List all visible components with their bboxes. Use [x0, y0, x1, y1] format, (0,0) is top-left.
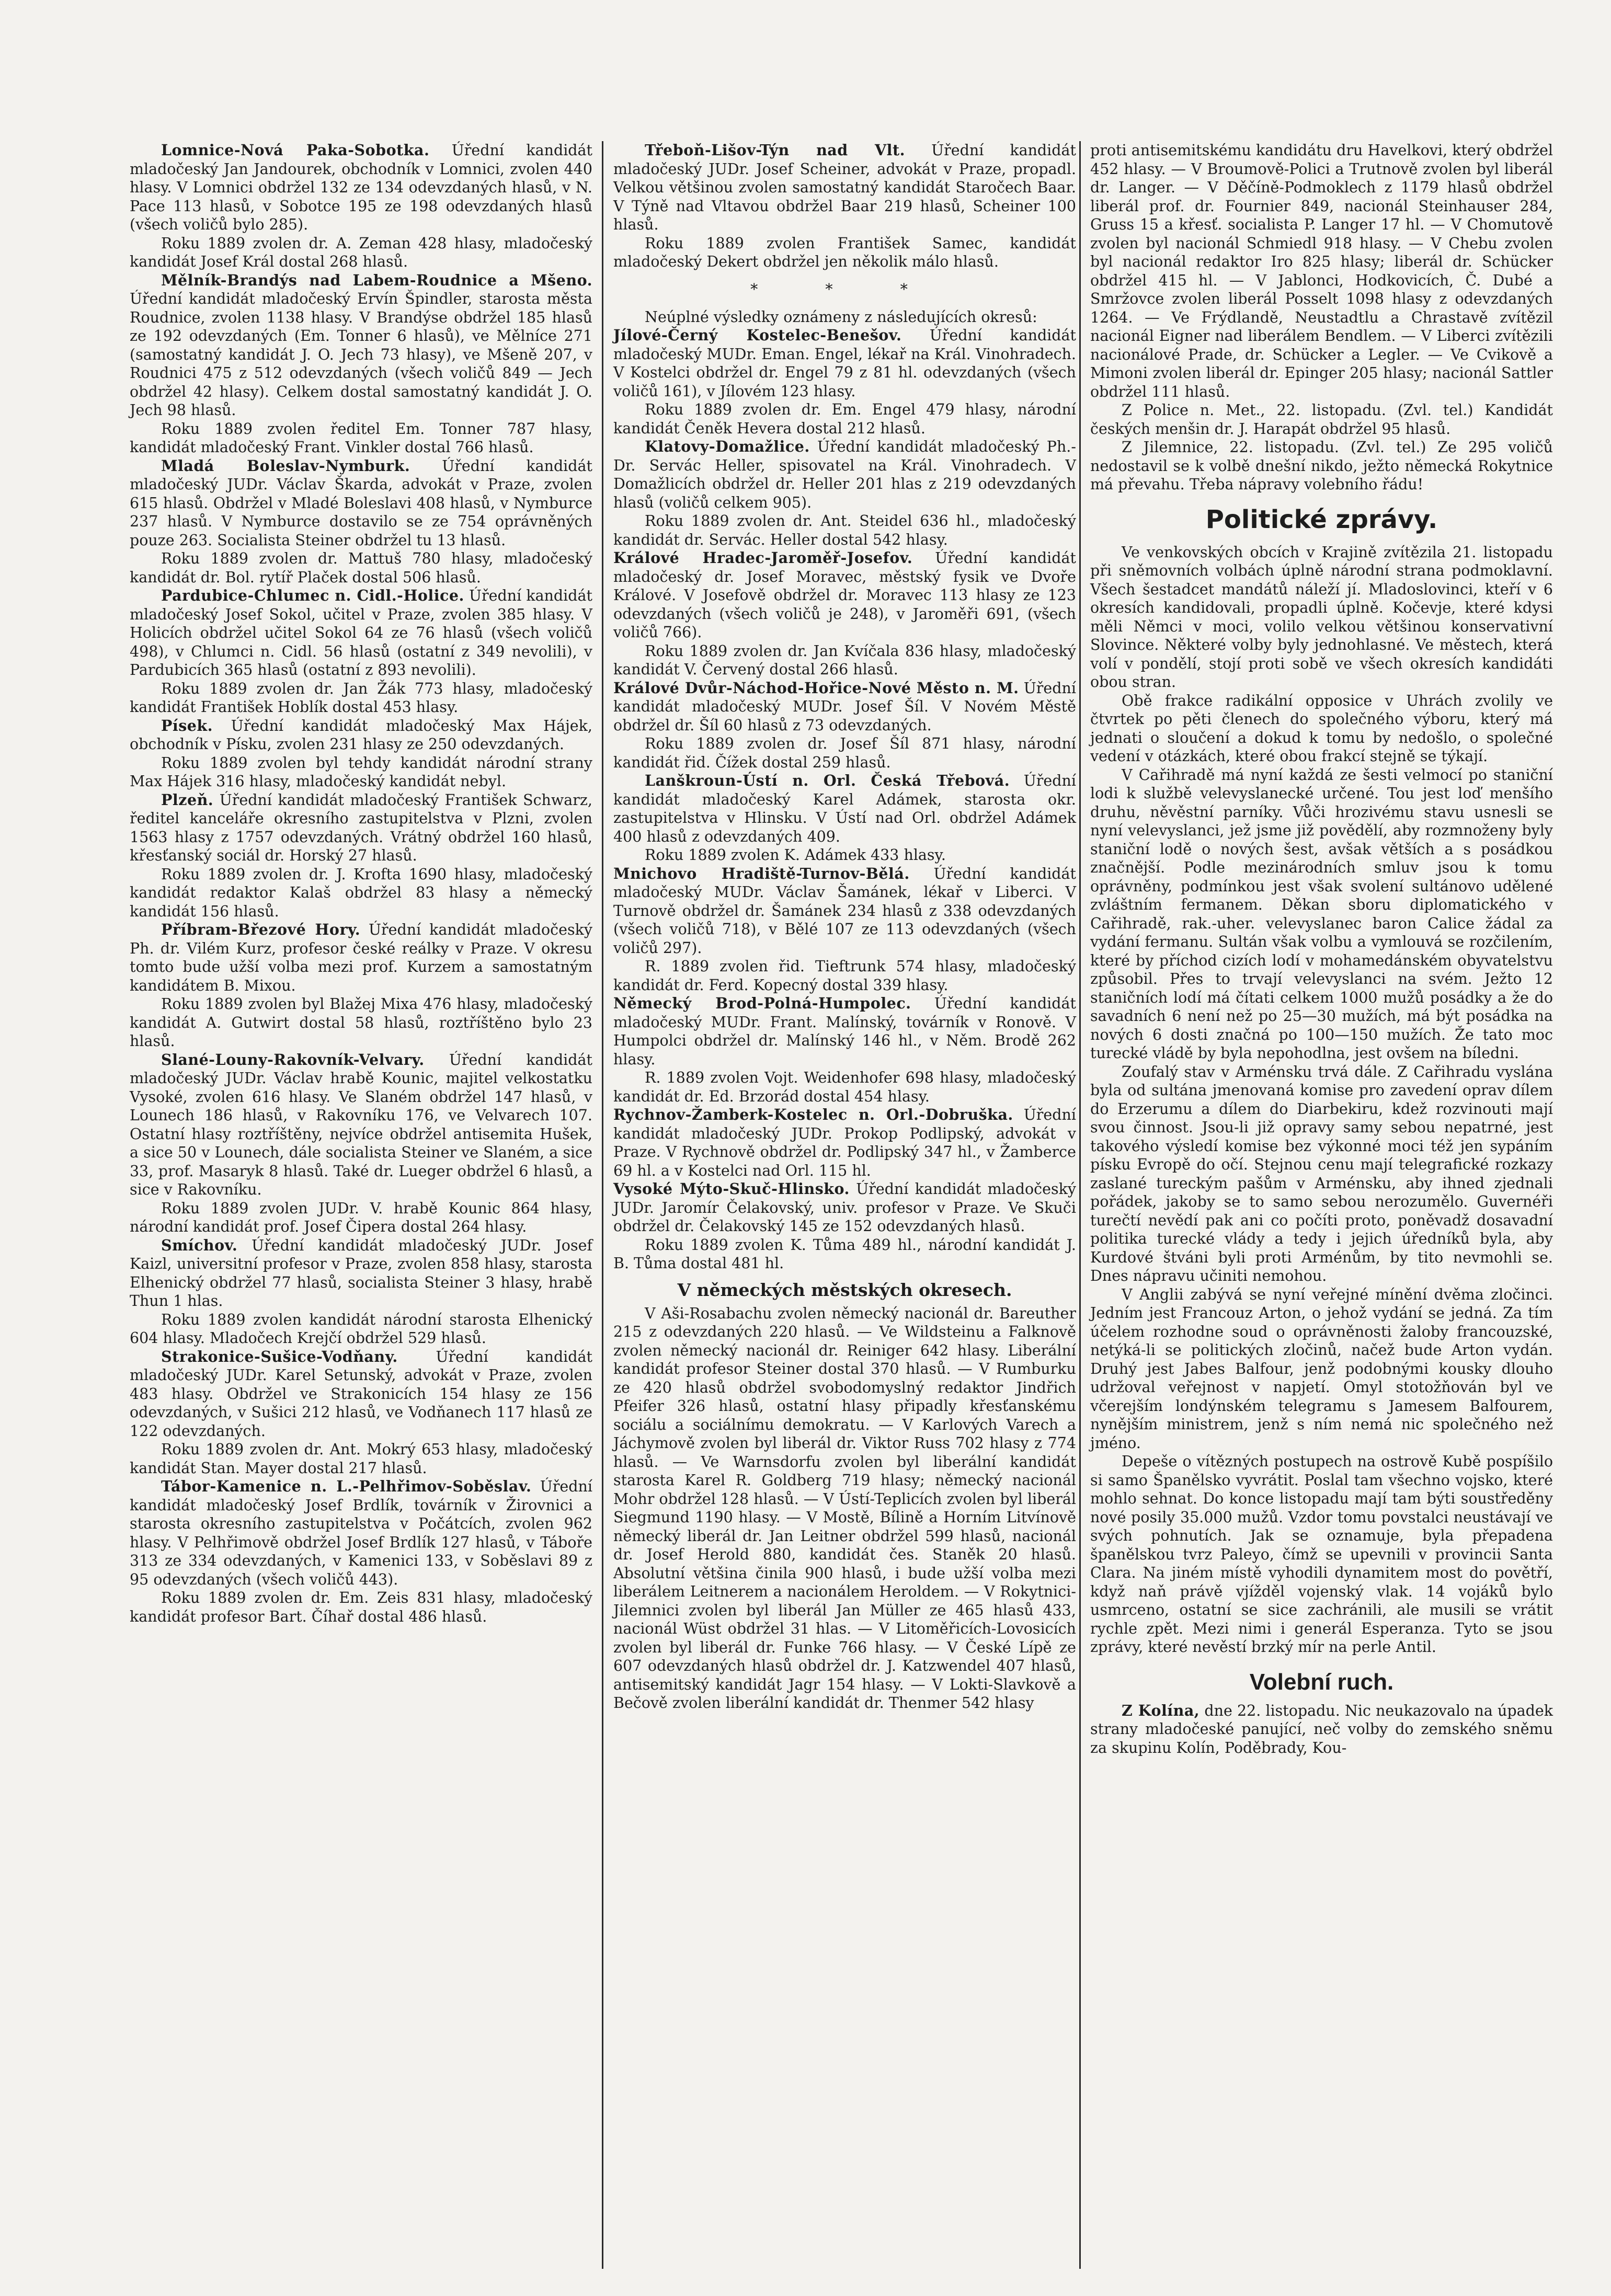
article-paragraph — [130, 234, 592, 271]
article-paragraph — [130, 865, 592, 921]
paragraph-text: Z Police n. Met., 22. listopadu. (Zvl. tel.) Kandidát českých menšin dr. J. Harapát obdržel 95 hlasů. — [1090, 401, 1553, 438]
district-heading: Lanškroun-Ústí n. Orl. Česká Třebová. — [645, 772, 1010, 789]
paragraph-text: Úřední kandidát mladočeský MUDr. Eman. Engel, lékař na Král. Vinohradech. V Kostelci obdržel dr. Engel 79 z 81 hl. odevzdaných (všech voličů 161), v Jílovém 123 hlasy. — [613, 327, 1076, 400]
paragraph-text: Úřední kandidát mladočeský Josef Sokol, učitel v Praze, zvolen 385 hlasy. V Holicích obdržel učitel Sokol 64 ze 76 hlasů (všech voličů 498), v Chlumci n. Cidl. 56 hlasů (ostatní z 349 nevolili), v Pardubicích 365 hlasů (ostatní z 893 nevolili). — [130, 587, 592, 679]
article-paragraph — [613, 549, 1076, 642]
paragraph-text: Roku 1889 zvolen JUDr. V. hrabě Kounic 864 hlasy, národní kandidát prof. Josef Čipera dostal 264 hlasy. — [130, 1199, 592, 1235]
district-heading: Mnichovo Hradiště-Turnov-Bělá. — [613, 864, 910, 882]
district-heading: Jílové-Černý Kostelec-Benešov. — [613, 326, 902, 344]
paragraph-text: Roku 1889 zvolen K. Adámek 433 hlasy. — [645, 846, 946, 864]
district-heading: Mladá Boleslav-Nymburk. — [161, 456, 410, 475]
paragraph-text: Zoufalý stav v Arménsku trvá dále. Z Cařihradu vyslána byla od sultána jmenovaná komise pro zavedení oprav dílem do Erzerumu a dílem do Diarbekiru, kdež rozvinouti mají svou činnost. Jsou-li již opravy samy sebou nepatrné, jest takového výsledí komise bez výkonné moci též jen sypáním písku Evropě do očí. Stejnou cenu mají telegrafické rozkazy zaslané tureckým pašům v Arménsku, aby ihned zjednali pořádek, jakoby se to samo sebou nerozumělo. Guvernéři turečtí nevědí pak ani co počíti proto, poněvadž dosavadní politika turecké vlády a tedy i jejich úředníků byla, aby Kurdové štváni byli proti Arménům, by tito nevmohli se. Dnes nápravu učiniti nemohou. — [1090, 1063, 1553, 1284]
paragraph-text: Úřední kandidát mladočeský JUDr. Karel Setunský, advokát v Praze, zvolen 483 hlasy. Obdržel ve Strakonicích 154 hlasy ze 156 odevzdaných, v Sušici 212 hlasů, ve Vodňanech 117 hlasů ze 122 odevzdaných. — [130, 1348, 592, 1440]
district-heading: Písek. — [161, 716, 213, 734]
article-paragraph — [1090, 1063, 1553, 1285]
district-heading: Rychnov-Žamberk-Kostelec n. Orl.-Dobruška. — [613, 1106, 1013, 1123]
article-paragraph — [130, 680, 592, 717]
paragraph-text: Úřední kandidát mladočeský MUDr. Václav Šamánek, lékař v Liberci. V Turnově obdržel dr. Šamánek 234 hlasů z 338 odevzdaných (všech voličů 718), v Bělé 107 ze 113 odevzdaných (všech voličů 297). — [613, 865, 1076, 957]
article-paragraph — [130, 420, 592, 457]
article-paragraph — [613, 326, 1076, 400]
paragraph-text: Úřední kandidát mladočeský JUDr. Josef Scheiner, advokát v Praze, propadl. Velkou většinou zvolen samostatný kandidát Staročech Baar. V Týně nad Vltavou obdržel Baar 219 hlasů, Scheiner 100 hlasů. — [613, 142, 1076, 233]
subsection-heading: V německých městských okresech. — [677, 1279, 1012, 1300]
paragraph-text: Roku 1889 zvolen František Samec, kandidát mladočeský Dekert obdržel jen několik málo hlasů. — [613, 234, 1076, 270]
article-paragraph — [613, 308, 1076, 327]
article-paragraph — [130, 549, 592, 587]
article-paragraph — [130, 1589, 592, 1626]
paragraph-text: Neúplné výsledky oznámeny z následujících okresů: — [645, 308, 1037, 326]
article-paragraph — [130, 1477, 592, 1589]
article-paragraph — [130, 717, 592, 754]
article-paragraph — [613, 994, 1076, 1069]
district-heading: Z Kolína, — [1122, 1701, 1200, 1719]
paragraph-text: proti antisemitskému kandidátu dru Havelkovi, který obdržel 452 hlasy. — V Broumově-Polici a Trutnově zvolen byl liberál dr. Langer. — V Děčíně-Podmoklech z 1179 hlasů obdržel liberál prof. dr. Fournier 849, nacionál Steinhauser 284, Gruss 15 a křesť. socialista P. Langer 17 hl. — V Chomutově zvolen byl nacionál Schmiedl 918 hlasy. — V Chebu zvolen byl nacionál redaktor Iro 825 hlasy; liberál dr. Schücker obdržel 415 hl. — V Jablonci, Hodkovicích, Č. Dubé a Smržovce zvolen liberál Posselt 1098 hlasy z odevzdaných 1264. — Ve Frýdlandě, Neustadtlu a Chrastavě zvítězil nacionál Eigner nad liberálem Bendlem. — V Liberci zvítězili nacionálové Prade, dr. Schücker a Legler. — Ve Cvikově a Mimoni zvolen liberál dr. Epinger 205 hlasy; nacionál Sattler obdržel 111 hlasů. — [1090, 142, 1553, 400]
district-heading: Králové Hradec-Jaroměř-Josefov. — [613, 549, 913, 567]
article-paragraph — [130, 141, 592, 234]
paragraph-text: Roku 1889 zvolen dr. Jan Žák 773 hlasy, mladočeský kandidát František Hoblík dostal 453 hlasy. — [130, 680, 592, 716]
article-paragraph — [613, 1180, 1076, 1236]
article-paragraph — [613, 1106, 1076, 1180]
paragraph-text: Roku 1889 zvolen byl tehdy kandidát národní strany Max Hájek 316 hlasy, mladočeský kandidát nebyl. — [130, 754, 592, 790]
column-right — [1090, 141, 1553, 1757]
article-paragraph — [130, 995, 592, 1051]
paragraph-text: Depeše o vítězných postupech na ostrově Kubě pospíšilo si samo Španělsko vyvrátit. Poslal tam všechno vojsko, které mohlo sehnat. Do konce listopadu mají tam býti soustředěny nové posily 35.000 mužů. Vzdor tomu povstalci neustávají ve svých pohnutích. Jak se oznamuje, byla přepadena španělskou tvrz Paleyo, čímž se upevnili v provincii Santa Clara. Na jiném místě vyhodili dynamitem most do povětří, když naň právě vjížděl vojenský vlak. 14 vojáků bylo usmrceno, ostatní se sice zachránili, ale musili se vrátit rychle zpět. Mezi nimi i generál Esperanza. Tyto se jsou zprávy, které nevěstí brzký mír na perle Antil. — [1090, 1453, 1553, 1656]
paragraph-text: V Aši-Rosabachu zvolen německý nacionál dr. Bareuther 215 z odevzdaných 220 hlasů. — Ve Wildsteinu a Falknově zvolen německý nacionál dr. Reiniger 642 hlasy. Liberální kandidát profesor Steiner dostal 370 hlasů. — V Rumburku ze 420 hlasů obdržel svobodomyslný redaktor Jindřich Pfeifer 326 hlasů, ostatní hlasy připadly křesťanskému sociálu a sociálnímu demokratu. — V Karlových Varech a Jáchymově zvolen byl liberál dr. Viktor Russ 702 hlasy z 774 hlasů. — Ve Warnsdorfu zvolen byl liberální kandidát starosta Karel R. Goldberg 719 hlasy; německý nacionál Mohr obdržel 128 hlasů. — V Ústí-Teplicích zvolen byl liberál Siegmund 1190 hlasy. — V Mostě, Bílině a Horním Litvínově německý liberál dr. Jan Leitner obdržel 599 hlasů, nacionál dr. Josef Herold 880, kandidát čes. Staněk 20 hlasů. Absolutní většina činila 900 hlasů, i bude užší volba mezi liberálem Leitnerem a nacionálem Heroldem. — V Rokytnici-Jilemnici zvolen byl liberál Jan Müller ze 465 hlasů 433, nacionál Wüst obdržel 31 hlas. — V Litoměřicích-Lovosicích zvolen byl liberál dr. Funke 766 hlasy. — V České Lípě ze 607 odevzdaných hlasů obdržel dr. J. Katzwendel 407 hlasů, antisemitský kandidát Jagr 154 hlasy. — V Lokti-Slavkově a Bečově zvolen liberální kandidát dr. Thenmer 542 hlasy — [613, 1304, 1076, 1712]
paragraph-text: Úřední kandidát mladočeský JUDr. Václav Škarda, advokát v Praze, zvolen 615 hlasů. Obdržel v Mladé Boleslavi 408 hlasů, v Nymburce 237 hlasů. V Nymburce dostavilo se ze 754 oprávněných pouze 263. Socialista Steiner obdržel tu 13 hlasů. — [130, 457, 592, 549]
article-paragraph — [613, 1304, 1076, 1713]
section-heading: Politické zprávy. — [1205, 504, 1438, 534]
paragraph-text: Úřední kandidát mladočeský MUDr. Josef Šíl. V Novém Městě obdržel dr. Šíl 60 hlasů z 73 odevzdaných. — [613, 679, 1076, 734]
paragraph-text: Úřední kandidát mladočeský Karel Adámek, starosta okr. zastupitelstva v Hlinsku. V Ústí nad Orl. obdržel Adámek 400 hlasů z odevzdaných 409. — [613, 772, 1076, 845]
article-paragraph — [613, 772, 1076, 846]
article-paragraph — [130, 1440, 592, 1477]
article-paragraph — [1090, 766, 1553, 1063]
article-paragraph — [613, 846, 1076, 865]
article-paragraph — [613, 1069, 1076, 1106]
column-left — [130, 141, 592, 1626]
article-paragraph — [613, 642, 1076, 679]
paragraph-text: Úřední kandidát mladočeský Max Hájek, obchodník v Písku, zvolen 231 hlasy ze 250 odevzdaných. — [130, 717, 592, 753]
district-heading: Slané-Louny-Rakovník-Velvary. — [161, 1050, 425, 1069]
article-paragraph — [613, 234, 1076, 271]
paragraph-text: R. 1889 zvolen Vojt. Weidenhofer 698 hlasy, mladočeský kandidát dr. Ed. Brzorád dostal 454 hlasy. — [613, 1069, 1076, 1105]
article-paragraph — [1090, 401, 1553, 438]
article-paragraph — [130, 1236, 592, 1311]
district-heading: Lomnice-Nová Paka-Sobotka. — [161, 141, 430, 159]
article-paragraph — [613, 141, 1076, 234]
district-heading: Třeboň-Lišov-Týn nad Vlt. — [645, 141, 906, 159]
district-heading: Klatovy-Domažlice. — [645, 438, 810, 455]
article-paragraph — [613, 679, 1076, 735]
district-heading: Tábor-Kamenice n. L.-Pelhřimov-Soběslav. — [161, 1477, 532, 1495]
paragraph-text: Úřední kandidát mladočeský JUDr. Prokop Podlipský, advokát v Praze. V Rychnově obdržel dr. Podlipský 347 hl., v Žamberce 69 hl. a v Kostelci nad Orl. 115 hl. — [613, 1106, 1076, 1179]
paragraph-text: Úřední kandidát mladočeský JUDr. Josef Kaizl, universitní profesor v Praze, zvolen 858 hlasy, starosta Elhenický obdržel 77 hlasů, socialista Steiner 3 hlasy, hrabě Thun 1 hlas. — [130, 1236, 592, 1310]
article-paragraph — [1090, 1702, 1553, 1758]
article-paragraph — [613, 865, 1076, 958]
paragraph-text: Z Jilemnice, 22. listopadu. (Zvl. tel.) Ze 295 voličů nedostavil se k volbě dnešní nikdo, ježto německá Rokytnice má převahu. Třeba nápravy volebního řádu! — [1090, 439, 1553, 493]
section-heading: Volební ruch. — [1249, 1669, 1394, 1695]
article-paragraph — [130, 1199, 592, 1236]
column-middle — [613, 141, 1076, 1713]
paragraph-text: Roku 1889 zvolen byl Blažej Mixa 476 hlasy, mladočeský kandidát A. Gutwirt dostal 58 hlasů, roztříštěno bylo 23 hlasů. — [130, 995, 592, 1050]
paragraph-text: Úřední kandidát mladočeský MUDr. Frant. Malínský, továrník v Ronově. V Humpolci obdržel dr. Malínský 146 hl., v Něm. Brodě 262 hlasy. — [613, 995, 1076, 1068]
paragraph-text: Roku 1889 zvolen dr. Ant. Steidel 636 hl., mladočeský kandidát dr. Servác. Heller dostal 542 hlasy. — [613, 512, 1076, 548]
article-paragraph — [130, 791, 592, 865]
article-paragraph — [1090, 543, 1553, 692]
column-rule — [1079, 141, 1081, 2269]
article-paragraph — [1090, 438, 1553, 494]
paragraph-text: Roku 1889 zvolen dr. Em. Engel 479 hlasy, národní kandidát Čeněk Hevera dostal 212 hlasů. — [613, 401, 1076, 437]
district-heading: Vysoké Mýto-Skuč-Hlinsko. — [613, 1180, 850, 1198]
article-paragraph — [613, 400, 1076, 438]
paragraph-text: Úřední kandidát mladočeský Jan Jandourek, obchodník v Lomnici, zvolen 440 hlasy. V Lomnici obdržel 132 ze 134 odevzdaných hlasů, v N. Pace 113 hlasů, v Sobotce 195 ze 198 odevzdaných hlasů (všech voličů bylo 285). — [130, 142, 593, 233]
paragraph-text: Roku 1889 zvolen ředitel Em. Tonner 787 hlasy, kandidát mladočeský Frant. Vinkler dostal 766 hlasů. — [130, 420, 592, 456]
article-paragraph — [1090, 1452, 1553, 1657]
district-heading: Pardubice-Chlumec n. Cidl.-Holice. — [161, 587, 464, 604]
article-paragraph — [1090, 692, 1553, 766]
paragraph-text: Roku 1889 zvolen dr. J. Krofta 1690 hlasy, mladočeský kandidát redaktor Kalaš obdržel 83 hlasy a německý kandidát 156 hlasů. — [130, 865, 592, 920]
paragraph-text: Ve venkovských obcích v Krajině zvítězila 21. listopadu při sněmovních volbách úplně národní strana podmoklavní. Všech šestadcet mandátů náleží jí. Mladoslovinci, kteří v 6 okresích kandidovali, propadli úplně. Kočevje, které kdysi měli Němci v moci, volilo velkou většinou konservativní Slovince. Některé volby byly jednohlasné. Ve městech, která volí v pondělí, stojí proti sobě ve všech okresích kandidáti obou stran. — [1090, 543, 1553, 691]
article-paragraph — [613, 438, 1076, 512]
article-paragraph — [130, 271, 592, 420]
paragraph-text: Roku 1889 zvolen dr. Josef Šíl 871 hlasy, národní kandidát řid. Čížek dostal 259 hlasů. — [613, 735, 1076, 771]
article-paragraph — [1090, 1285, 1553, 1453]
article-paragraph — [130, 1051, 592, 1199]
district-heading: Smíchov. — [161, 1236, 238, 1254]
article-paragraph — [130, 754, 592, 791]
article-paragraph — [130, 1348, 592, 1441]
article-paragraph — [613, 1236, 1076, 1273]
district-heading: Příbram-Březové Hory. — [161, 921, 361, 938]
article-paragraph — [130, 1311, 592, 1348]
paragraph-text: Roku 1889 zvolen kandidát národní starosta Elhenický 604 hlasy. Mladočech Krejčí obdržel 529 hlasů. — [130, 1311, 592, 1347]
paragraph-text: Úřední kandidát mladočeský Ervín Špindler, starosta města Roudnice, zvolen 1138 hlasy. V Brandýse obdržel 185 hlasů ze 192 odevzdaných (Em. Tonner 6 hlasů), ve Mělníce 271 (samostatný kandidát J. O. Jech 73 hlasy), ve Mšeně 207, v Roudnici 475 z 512 odevzdaných (všech voličů 849 — Jech obdržel 42 hlasy). Celkem dostal samostatný kandidát J. O. Jech 98 hlasů. — [130, 290, 592, 419]
article-paragraph — [613, 512, 1076, 549]
paragraph-text: Úřední kandidát mladočeský Ph. dr. Vilém Kurz, profesor české reálky v Praze. V okresu tomto bude užší volba mezi prof. Kurzem a samostatným kandidátem B. Mixou. — [130, 921, 592, 994]
article-paragraph — [613, 957, 1076, 994]
article-paragraph — [130, 457, 592, 550]
district-heading: Strakonice-Sušice-Vodňany. — [161, 1347, 398, 1365]
paragraph-text: Úřední kandidát mladočeský dr. Josef Moravec, městský fysik ve Dvoře Králové. V Josefově obdržel dr. Moravec 113 hlasy ze 123 odevzdaných (všech voličů je 248), v Jaroměři 691, (všech voličů 766). — [613, 549, 1076, 641]
article-paragraph — [130, 587, 592, 680]
paragraph-text: Roku 1889 zvolen dr. A. Zeman 428 hlasy, mladočeský kandidát Josef Král dostal 268 hlasů. — [130, 234, 592, 270]
paragraph-text: V Cařihradě má nyní každá ze šesti velmocí po staniční lodi k službě velevyslanecké určené. Tou jest loď menšího druhu, něvěstní parníky. Vůči hrozivému stavu usnesli se nyní velevyslanci, jež jsme již povědělí, aby rozmnoženy byly staniční lodě o nových šest, avšak větších a s posádkou značnější. Podle mezinárodních smluv jsou k tomu oprávněny, podmínkou jest však svolení sultánovo udělené zvláštním fermanem. Děkan sboru diplomatického v Cařihradě, rak.-uher. velevyslanec baron Calice žádal za vydání fermanu. Sultán však volbu a vymlouvá se rozčilením, které by příchod cizích lodí v mohamedánském obyvatelstvu způsobil. Přes to trvají velevyslanci na svém. Ježto 12 staničních lodí má čítati celkem 1000 mužů posádky a že do savadních 6 není než po 25—30 mužích, má být posádka na nových 6 dosti značná po 100—150 mužích. Že tato moc turecké vládě by byla nepohodlna, jest ovšem na bíledni. — [1090, 766, 1553, 1062]
paragraph-text: Úřední kandidát mladočeský JUDr. Jaromír Čelakovský, univ. profesor v Praze. Ve Skuči obdržel dr. Čelakovský 145 ze 152 odevzdaných hlasů. — [613, 1180, 1076, 1235]
paragraph-text: Úřední kandidát mladočeský František Schwarz, ředitel kanceláře okresního zastupitelstva v Plzni, zvolen 1563 hlasy z 1757 odevzdaných. Vrátný obdržel 160 hlasů, křesťanský sociál dr. Horský 27 hlasů. — [130, 791, 592, 864]
article-paragraph — [1090, 141, 1553, 401]
paragraph-text: V Anglii zabývá se nyní veřejné mínění dvěma zločinci. Jedním jest Francouz Arton, o jehož vydání se jedná. Za tím účelem rozhodne soud o oprávněnosti žaloby francouzské, netýká-li se politických zločinů, načež bude Arton vydán. Druhý jest Jabes Balfour, jenž podobnými kousky dlouho udržoval veřejnost v napjetí. Omyl stotožňován byl ve včerejším londýnském telegramu s Jamesem Balfourem, nynějším ministrem, jenž s ním nemá nic společného než jméno. — [1090, 1285, 1553, 1452]
paragraph-text: Roku 1889 zvolen dr. Mattuš 780 hlasy, mladočeský kandidát dr. Bol. rytíř Plaček dostal 506 hlasů. — [130, 550, 592, 586]
district-heading: Mělník-Brandýs nad Labem-Roudnice a Mšeno. — [161, 271, 592, 289]
paragraph-text: Úřední kandidát mladočeský JUDr. Václav hrabě Kounic, majitel velkostatku Vysoké, zvolen 616 hlasy. Ve Slaném obdržel 147 hlasů, v Lounech 186 hlasů, v Rakovníku 176, ve Velvarech 107. Ostatní hlasy roztříštěny, nejvíce obdržel antisemita Hušek, a sice 50 v Lounech, dále socialista Steiner ve Slaném, a sice 33, prof. Masaryk 8 hlasů. Také dr. Lueger obdržel 6 hlasů, a sice v Rakovníku. — [130, 1051, 592, 1198]
paragraph-text: R. 1889 zvolen řid. Tieftrunk 574 hlasy, mladočeský kandidát dr. Ferd. Kopecný dostal 339 hlasy. — [613, 958, 1076, 994]
paragraph-text: Úřední kandidát mladočeský Ph.-Dr. Servác Heller, spisovatel na Král. Vinohradech. V Domažlicích obdržel dr. Heller 201 hlas z 219 odevzdaných hlasů (voličů celkem 905). — [613, 438, 1076, 511]
district-heading: Plzeň. — [161, 790, 214, 809]
article-paragraph — [613, 734, 1076, 772]
paragraph-text: Roku 1889 zvolen dr. Jan Kvíčala 836 hlasy, mladočeský kandidát V. Červený dostal 266 hlasů. — [613, 642, 1076, 678]
paragraph-text: Roku 1889 zvolen dr. Ant. Mokrý 653 hlasy, mladočeský kandidát Stan. Mayer dostal 217 hlasů. — [130, 1441, 592, 1477]
district-heading: Německý Brod-Polná-Humpolec. — [613, 994, 911, 1012]
paragraph-text: Obě frakce radikální opposice v Uhrách zvolily ve čtvrtek po pěti členech do společného výboru, který má jednati o sloučení a dokud k tomu by nedošlo, o společné vedení v otázkách, které obou frakcí stejně se týkají. — [1090, 692, 1553, 765]
section-separator: * * * — [750, 280, 939, 298]
article-paragraph — [130, 921, 592, 995]
paragraph-text: Úřední kandidát mladočeský Josef Brdlík, továrník v Žirovnici a starosta okresního zastupitelstva v Počátcích, zvolen 962 hlasy. V Pelhřimově obdržel Josef Brdlík 127 hlasů, v Táboře 313 ze 334 odevzdaných, v Kamenici 133, v Soběslavi 89 z 95 odevzdaných (všech voličů 443). — [130, 1478, 592, 1588]
paragraph-text: Roku 1889 zvolen K. Tůma 489 hl., národní kandidát J. B. Tůma dostal 481 hl. — [613, 1236, 1076, 1272]
column-rule — [602, 141, 603, 2269]
district-heading: Králové Dvůr-Náchod-Hořice-Nové Město n. M. — [613, 679, 1019, 697]
paragraph-text: Roku 1889 zvolen dr. Em. Zeis 831 hlasy, mladočeský kandidát profesor Bart. Číhař dostal 486 hlasů. — [130, 1589, 592, 1625]
paragraph-text: dne 22. listopadu. Nic neukazovalo na úpadek strany mladočeské panující, neč volby do zemského sněmu za skupinu Kolín, Poděbrady, Kou- — [1090, 1702, 1553, 1757]
